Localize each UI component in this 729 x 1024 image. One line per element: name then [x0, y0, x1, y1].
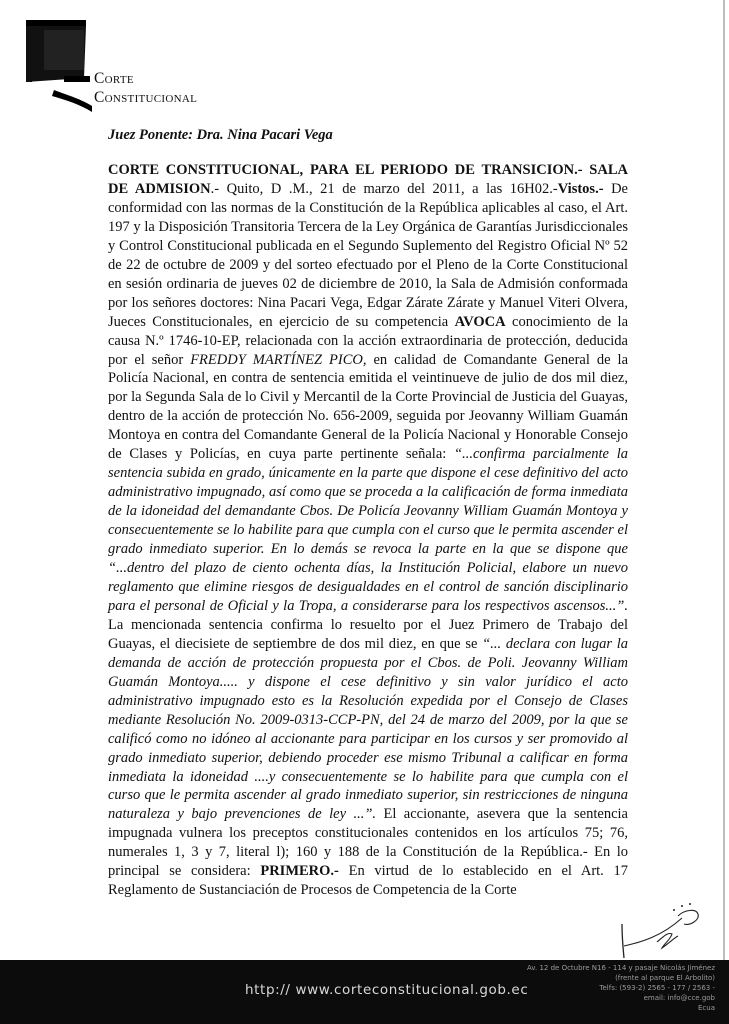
court-heading: CORTE CONSTITUCIONAL, PARA EL PERIODO DE TRANSICION.- SALA DE ADMISION [108, 162, 628, 197]
judge-rapporteur: Juez Ponente: Dra. Nina Pacari Vega [108, 127, 333, 143]
avoca-label: AVOCA [454, 313, 506, 330]
legal-basis-text: De conformidad con las normas de la Constitución de la República aplicables al caso, el Art. 197 y la Disposición Transitoria Tercera de la Ley Orgánica de Garantías Jurisdiccionales y Control Constitucional publicada en el Segundo Suplemento del Registro Oficial Nº 52 de 22 de octubre de 2009 y del sorteo efectuado por el Pleno de la Corte Constitucional en sesión ordinaria de jueves 02 de diciembre de 2010, la Sala de Admisión conformada por los señores doctores: Nina Pacari Vega, Edgar Zárate Zárate y Manuel Viteri Olvera, Jueces Constitucionales, en ejercicio de su competencia [108, 180, 628, 330]
corte-constitucional-logo [24, 20, 234, 112]
sentence-text: en calidad de Comandante General de la Policía Nacional, en contra de sentencia emitida el veintinueve de julio de dos mil diez, por la Segunda Sala de lo Civil y Mercantil de la Corte Provincial de Justicia del Guayas, dentro de la acción de protección No. 656-2009, seguida por Jeovanny William Guamán Montoya en contra del Comandante General de la Policía Nacional y Honorable Consejo de Clases y Policías, en cuya parte pertinente señala: [108, 351, 629, 463]
case-text: conocimiento de la causa N.º 1746-10-EP, relacionada con la acción extraordinaria de protección, deducida por el señor [108, 313, 628, 368]
website-url: http:// www.corteconstitucional.gob.ec [245, 982, 529, 998]
vistos-label: Vistos.- [557, 180, 604, 197]
body-paragraph [108, 161, 628, 900]
claim-text: El accionante, asevera que la sentencia impugnada vulnera los preceptos constitucionales contenidos en los artículos 75; 76, numerales 1, 3 y 7, literal l); 160 y 188 de la Constitución de la República.- En lo principal se considera: [108, 806, 628, 880]
logo-emblem-icon [24, 20, 96, 112]
logo-line-2: Constitucional [94, 89, 198, 106]
logo-line-1: Corte [94, 70, 134, 87]
confirmation-text: La mencionada sentencia confirma lo resuelto por el Juez Primero de Trabajo del Guayas, el diecisiete de septiembre de dos mil diez, en que se [108, 616, 628, 652]
consideration-text: En virtud de lo establecido en el Art. 17 Reglamento de Sustanciación de Procesos de Competencia de la Corte [108, 863, 629, 899]
quoted-ruling-1: “...confirma parcialmente la sentencia subida en grado, únicamente en la parte que dispone el cese definitivo del acto administrativo impugnado, así como que se proceda a la calificación de forma inmediata de la idoneidad del demandante Cbos. De Policía Jeovanny William Guamán Montoya y consecuentemente se lo habilite para que cumpla con el curso que le permita ascender el grado inmediato superior. En lo demás se revoca la parte en la que se dispone que “...dentro del plazo de ciento ochenta días, la Institución Policial, elabore un nuevo reglamento que elimine riesgos de desigualdades en el control de sanción disciplinario para el personal de Oficial y la Tropa, a considerarse para los respectivos ascensos...”. [108, 446, 628, 614]
contact-address: Av. 12 de Octubre N16 - 114 y pasaje Nicolás Jiménez (frente al parque El Arbolito) Telfs: (593-2) 2565 - 177 / 2563 - email: info@cce.gob Ecua [527, 964, 715, 1012]
primero-label: PRIMERO.- [260, 863, 339, 880]
date-text: .- Quito, D .M., 21 de marzo del 2011, a las 16H02.- [210, 180, 558, 197]
quoted-ruling-2: “... declara con lugar la demanda de acción de protección propuesta por el Cbos. de Poli. Jeovanny William Guamán Montoya..... y dispone el cese definitivo y sin valor jurídico el acto administrativo impugnado esto es la Resolución expedida por el Consejo de Clases mediante Resolución No. 2009-0313-CCP-PN, del 24 de marzo del 2009, por la que se calificó como no idóneo al accionante para participar en los cursos y ser promovido al grado inmediato superior, debiendo proceder ese mismo Tribunal a calificar en forma inmediata la idoneidad ....y consecuentemente se lo habilite para que cumpla con el curso que le permita ascender al grado inmediato superior, sin restricciones de ninguna naturaleza y bajo prevenciones de ley ...”. [108, 635, 629, 823]
page-footer [0, 960, 729, 1024]
handwritten-signature [612, 896, 712, 966]
petitioner-name: FREDDY MARTÍNEZ PICO, [190, 351, 367, 368]
page-edge [723, 0, 725, 960]
logo-text [94, 69, 197, 107]
